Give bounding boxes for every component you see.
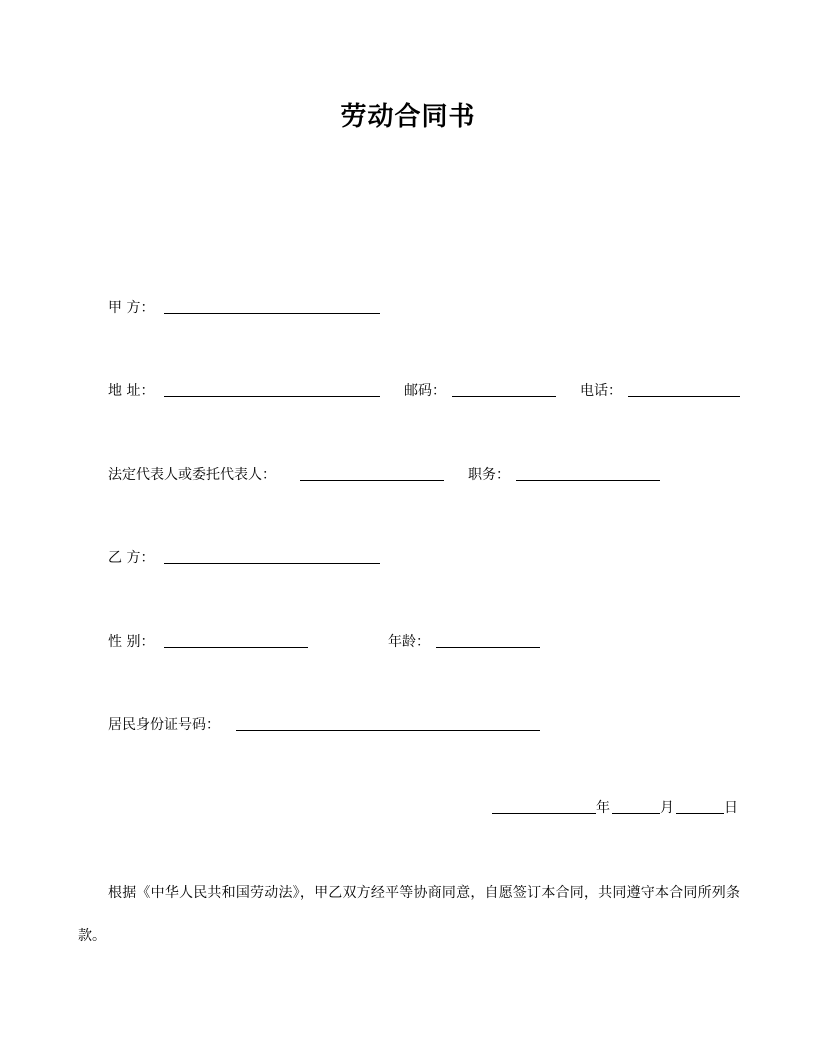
- id-number-row: [0, 713, 816, 737]
- postcode-field[interactable]: [452, 379, 556, 397]
- document-title: 劳动合同书: [340, 102, 476, 132]
- postcode-label: 邮码：: [404, 383, 446, 399]
- party-b-row: [0, 546, 816, 570]
- date-day-label: 日: [724, 800, 738, 816]
- date-month-label: 月: [660, 800, 674, 816]
- age-label: 年龄：: [388, 634, 430, 650]
- position-label: 职务：: [468, 467, 510, 483]
- address-row: [0, 379, 816, 403]
- date-year-field[interactable]: [492, 796, 596, 814]
- party-a-row: [0, 296, 816, 320]
- date-month-field[interactable]: [612, 796, 660, 814]
- party-b-label: 乙 方：: [108, 550, 155, 566]
- intro-paragraph: 根据《中华人民共和国劳动法》，甲乙双方经平等协商同意，自愿签订本合同，共同遵守本合同所列条款。: [78, 885, 740, 944]
- date-day-field[interactable]: [676, 796, 724, 814]
- gender-label: 性 别：: [108, 634, 155, 650]
- party-b-field[interactable]: [164, 546, 380, 564]
- legal-rep-row: [0, 463, 816, 487]
- id-number-field[interactable]: [236, 713, 540, 731]
- legal-rep-label: 法定代表人或委托代表人：: [108, 467, 276, 483]
- gender-age-row: [0, 630, 816, 654]
- date-year-label: 年: [596, 800, 610, 816]
- id-number-label: 居民身份证号码：: [108, 717, 220, 733]
- age-field[interactable]: [436, 630, 540, 648]
- address-field[interactable]: [164, 379, 380, 397]
- party-a-label: 甲 方：: [108, 300, 155, 316]
- phone-label: 电话：: [580, 383, 622, 399]
- gender-field[interactable]: [164, 630, 308, 648]
- phone-field[interactable]: [628, 379, 740, 397]
- address-label: 地 址：: [108, 383, 155, 399]
- date-row: [0, 796, 816, 820]
- position-field[interactable]: [516, 463, 660, 481]
- party-a-field[interactable]: [164, 296, 380, 314]
- legal-rep-field[interactable]: [300, 463, 444, 481]
